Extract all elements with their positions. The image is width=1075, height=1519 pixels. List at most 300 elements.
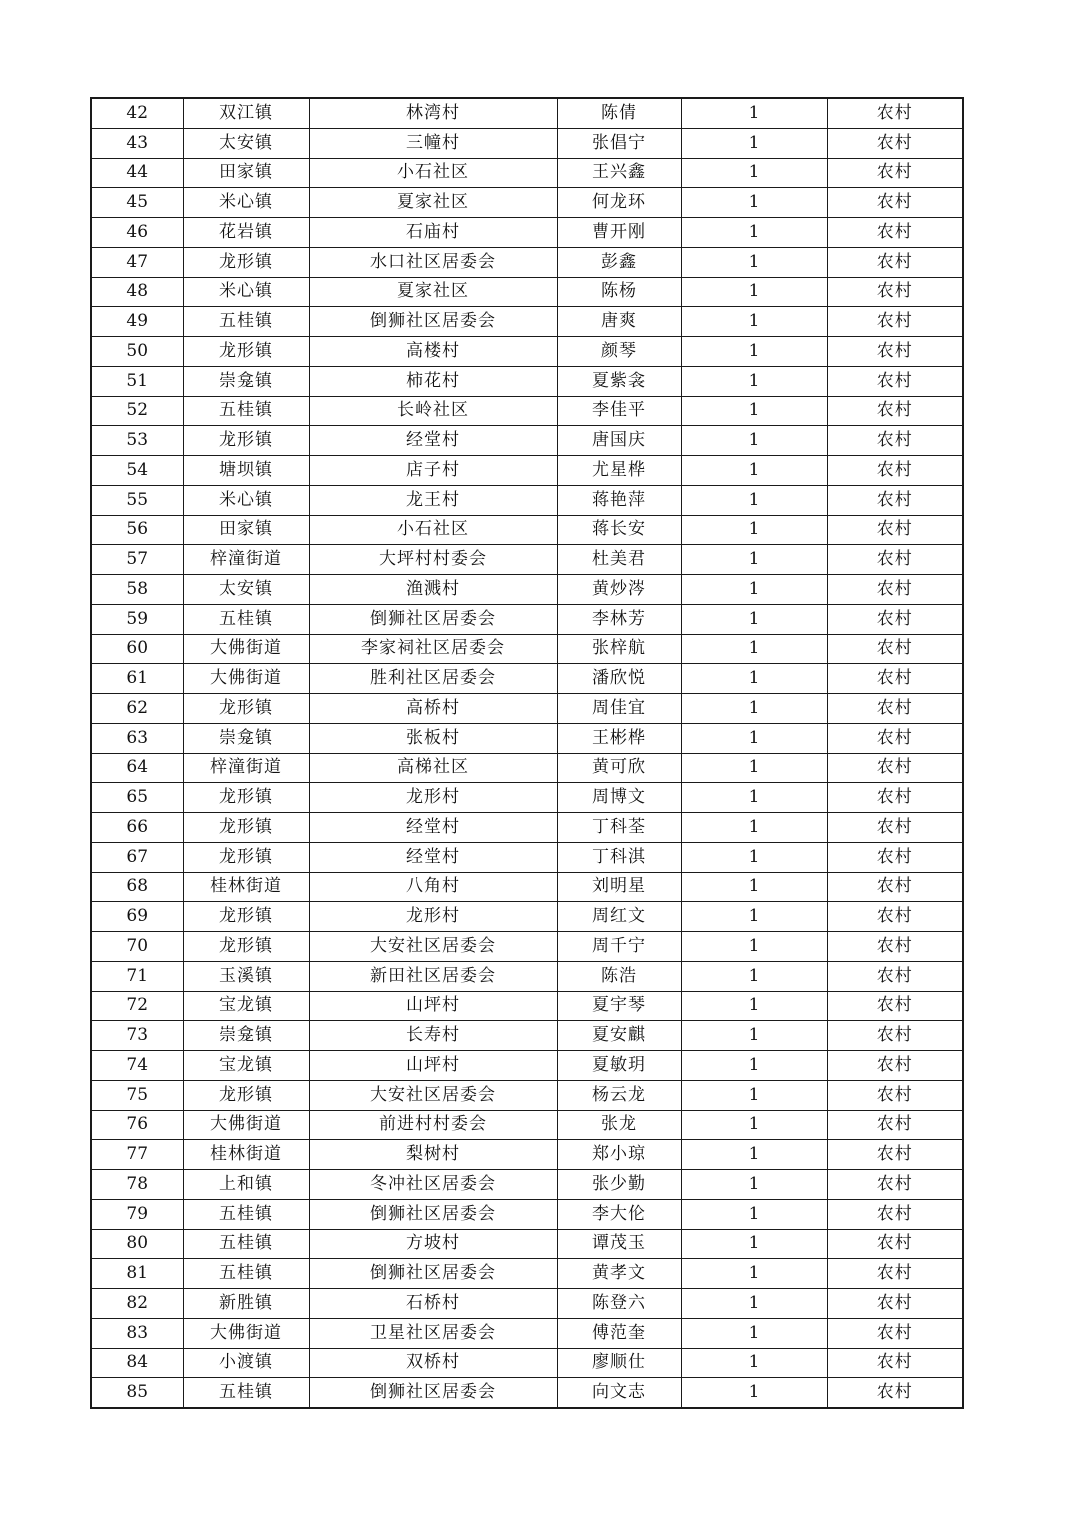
table-row — [91, 753, 963, 783]
count-cell: 1 — [681, 575, 827, 605]
type-cell: 农村 — [827, 1051, 963, 1081]
name-cell: 夏安麒 — [557, 1021, 681, 1051]
table-row — [91, 1170, 963, 1200]
table-row — [91, 485, 963, 515]
name-cell: 唐国庆 — [557, 426, 681, 456]
name-cell: 廖顺仕 — [557, 1348, 681, 1378]
serial-number-cell: 43 — [91, 128, 183, 158]
serial-number-cell: 64 — [91, 753, 183, 783]
name-cell: 何龙环 — [557, 188, 681, 218]
town-cell: 龙形镇 — [183, 247, 309, 277]
type-cell: 农村 — [827, 456, 963, 486]
name-cell: 陈杨 — [557, 277, 681, 307]
table-row — [91, 664, 963, 694]
count-cell: 1 — [681, 753, 827, 783]
type-cell: 农村 — [827, 1259, 963, 1289]
type-cell: 农村 — [827, 545, 963, 575]
town-cell: 梓潼街道 — [183, 545, 309, 575]
town-cell: 米心镇 — [183, 188, 309, 218]
village-cell: 夏家社区 — [309, 277, 557, 307]
name-cell: 张倡宁 — [557, 128, 681, 158]
table-row — [91, 1140, 963, 1170]
town-cell: 双江镇 — [183, 98, 309, 128]
table-row — [91, 188, 963, 218]
type-cell: 农村 — [827, 485, 963, 515]
village-cell: 长寿村 — [309, 1021, 557, 1051]
serial-number-cell: 52 — [91, 396, 183, 426]
serial-number-cell: 71 — [91, 961, 183, 991]
name-cell: 谭茂玉 — [557, 1229, 681, 1259]
table-row — [91, 337, 963, 367]
village-cell: 石庙村 — [309, 218, 557, 248]
type-cell: 农村 — [827, 337, 963, 367]
village-cell: 新田社区居委会 — [309, 961, 557, 991]
table-row — [91, 1229, 963, 1259]
type-cell: 农村 — [827, 98, 963, 128]
town-cell: 五桂镇 — [183, 307, 309, 337]
count-cell: 1 — [681, 1259, 827, 1289]
serial-number-cell: 51 — [91, 366, 183, 396]
town-cell: 龙形镇 — [183, 813, 309, 843]
village-cell: 倒狮社区居委会 — [309, 604, 557, 634]
name-cell: 杨云龙 — [557, 1080, 681, 1110]
type-cell: 农村 — [827, 1080, 963, 1110]
village-cell: 八角村 — [309, 872, 557, 902]
village-cell: 高梯社区 — [309, 753, 557, 783]
serial-number-cell: 42 — [91, 98, 183, 128]
serial-number-cell: 55 — [91, 485, 183, 515]
type-cell: 农村 — [827, 753, 963, 783]
village-cell: 龙形村 — [309, 783, 557, 813]
name-cell: 黄炒涔 — [557, 575, 681, 605]
table-row — [91, 723, 963, 753]
count-cell: 1 — [681, 128, 827, 158]
name-cell: 曹开刚 — [557, 218, 681, 248]
town-cell: 龙形镇 — [183, 783, 309, 813]
table-row — [91, 158, 963, 188]
name-cell: 颜琴 — [557, 337, 681, 367]
serial-number-cell: 61 — [91, 664, 183, 694]
name-cell: 郑小琼 — [557, 1140, 681, 1170]
village-cell: 大安社区居委会 — [309, 1080, 557, 1110]
table-row — [91, 456, 963, 486]
serial-number-cell: 65 — [91, 783, 183, 813]
village-cell: 双桥村 — [309, 1348, 557, 1378]
town-cell: 上和镇 — [183, 1170, 309, 1200]
name-cell: 李林芳 — [557, 604, 681, 634]
town-cell: 崇龛镇 — [183, 366, 309, 396]
count-cell: 1 — [681, 1021, 827, 1051]
serial-number-cell: 75 — [91, 1080, 183, 1110]
serial-number-cell: 81 — [91, 1259, 183, 1289]
town-cell: 太安镇 — [183, 128, 309, 158]
table-row — [91, 604, 963, 634]
table-row — [91, 396, 963, 426]
serial-number-cell: 84 — [91, 1348, 183, 1378]
type-cell: 农村 — [827, 307, 963, 337]
count-cell: 1 — [681, 485, 827, 515]
count-cell: 1 — [681, 1170, 827, 1200]
village-cell: 龙王村 — [309, 485, 557, 515]
table-row — [91, 991, 963, 1021]
table-body — [91, 98, 963, 1408]
serial-number-cell: 54 — [91, 456, 183, 486]
name-cell: 李佳平 — [557, 396, 681, 426]
type-cell: 农村 — [827, 1289, 963, 1319]
town-cell: 龙形镇 — [183, 1080, 309, 1110]
count-cell: 1 — [681, 456, 827, 486]
name-cell: 傅范奎 — [557, 1318, 681, 1348]
type-cell: 农村 — [827, 426, 963, 456]
table-row — [91, 1199, 963, 1229]
count-cell: 1 — [681, 515, 827, 545]
type-cell: 农村 — [827, 1199, 963, 1229]
count-cell: 1 — [681, 426, 827, 456]
type-cell: 农村 — [827, 634, 963, 664]
town-cell: 龙形镇 — [183, 932, 309, 962]
count-cell: 1 — [681, 277, 827, 307]
village-cell: 水口社区居委会 — [309, 247, 557, 277]
town-cell: 塘坝镇 — [183, 456, 309, 486]
count-cell: 1 — [681, 1051, 827, 1081]
town-cell: 龙形镇 — [183, 426, 309, 456]
type-cell: 农村 — [827, 128, 963, 158]
type-cell: 农村 — [827, 247, 963, 277]
table-row — [91, 813, 963, 843]
type-cell: 农村 — [827, 1318, 963, 1348]
type-cell: 农村 — [827, 1229, 963, 1259]
count-cell: 1 — [681, 783, 827, 813]
village-cell: 胜利社区居委会 — [309, 664, 557, 694]
village-cell: 龙形村 — [309, 902, 557, 932]
type-cell: 农村 — [827, 1378, 963, 1408]
count-cell: 1 — [681, 1229, 827, 1259]
name-cell: 黄孝文 — [557, 1259, 681, 1289]
table-row — [91, 128, 963, 158]
type-cell: 农村 — [827, 1348, 963, 1378]
town-cell: 田家镇 — [183, 158, 309, 188]
village-cell: 经堂村 — [309, 842, 557, 872]
table-row — [91, 1348, 963, 1378]
town-cell: 小渡镇 — [183, 1348, 309, 1378]
name-cell: 丁科荃 — [557, 813, 681, 843]
table-row — [91, 366, 963, 396]
town-cell: 五桂镇 — [183, 604, 309, 634]
type-cell: 农村 — [827, 842, 963, 872]
town-cell: 花岩镇 — [183, 218, 309, 248]
village-cell: 梨树村 — [309, 1140, 557, 1170]
village-cell: 山坪村 — [309, 991, 557, 1021]
serial-number-cell: 59 — [91, 604, 183, 634]
town-cell: 大佛街道 — [183, 664, 309, 694]
town-cell: 玉溪镇 — [183, 961, 309, 991]
count-cell: 1 — [681, 1080, 827, 1110]
village-cell: 山坪村 — [309, 1051, 557, 1081]
count-cell: 1 — [681, 1140, 827, 1170]
town-cell: 五桂镇 — [183, 396, 309, 426]
town-cell: 太安镇 — [183, 575, 309, 605]
town-cell: 田家镇 — [183, 515, 309, 545]
serial-number-cell: 67 — [91, 842, 183, 872]
name-cell: 王兴鑫 — [557, 158, 681, 188]
village-cell: 倒狮社区居委会 — [309, 1259, 557, 1289]
serial-number-cell: 47 — [91, 247, 183, 277]
serial-number-cell: 44 — [91, 158, 183, 188]
table-row — [91, 961, 963, 991]
name-cell: 张梓航 — [557, 634, 681, 664]
village-cell: 三幢村 — [309, 128, 557, 158]
village-cell: 大坪村村委会 — [309, 545, 557, 575]
type-cell: 农村 — [827, 1170, 963, 1200]
village-cell: 经堂村 — [309, 426, 557, 456]
table-row — [91, 842, 963, 872]
table-row — [91, 247, 963, 277]
name-cell: 周千宁 — [557, 932, 681, 962]
serial-number-cell: 60 — [91, 634, 183, 664]
serial-number-cell: 62 — [91, 694, 183, 724]
name-cell: 杜美君 — [557, 545, 681, 575]
name-cell: 彭鑫 — [557, 247, 681, 277]
table-row — [91, 783, 963, 813]
serial-number-cell: 69 — [91, 902, 183, 932]
count-cell: 1 — [681, 188, 827, 218]
count-cell: 1 — [681, 307, 827, 337]
serial-number-cell: 49 — [91, 307, 183, 337]
type-cell: 农村 — [827, 813, 963, 843]
village-cell: 李家祠社区居委会 — [309, 634, 557, 664]
serial-number-cell: 46 — [91, 218, 183, 248]
village-cell: 倒狮社区居委会 — [309, 307, 557, 337]
town-cell: 五桂镇 — [183, 1378, 309, 1408]
town-cell: 桂林街道 — [183, 1140, 309, 1170]
village-cell: 林湾村 — [309, 98, 557, 128]
count-cell: 1 — [681, 396, 827, 426]
count-cell: 1 — [681, 247, 827, 277]
table-row — [91, 426, 963, 456]
name-cell: 刘明星 — [557, 872, 681, 902]
count-cell: 1 — [681, 158, 827, 188]
serial-number-cell: 57 — [91, 545, 183, 575]
count-cell: 1 — [681, 932, 827, 962]
serial-number-cell: 50 — [91, 337, 183, 367]
village-cell: 卫星社区居委会 — [309, 1318, 557, 1348]
village-cell: 大安社区居委会 — [309, 932, 557, 962]
type-cell: 农村 — [827, 1110, 963, 1140]
table-row — [91, 1051, 963, 1081]
name-cell: 陈浩 — [557, 961, 681, 991]
serial-number-cell: 78 — [91, 1170, 183, 1200]
name-cell: 夏敏玥 — [557, 1051, 681, 1081]
serial-number-cell: 66 — [91, 813, 183, 843]
serial-number-cell: 56 — [91, 515, 183, 545]
town-cell: 龙形镇 — [183, 842, 309, 872]
town-cell: 五桂镇 — [183, 1259, 309, 1289]
name-cell: 张少勤 — [557, 1170, 681, 1200]
name-cell: 蒋艳萍 — [557, 485, 681, 515]
type-cell: 农村 — [827, 1021, 963, 1051]
type-cell: 农村 — [827, 872, 963, 902]
name-cell: 夏宇琴 — [557, 991, 681, 1021]
count-cell: 1 — [681, 1348, 827, 1378]
type-cell: 农村 — [827, 158, 963, 188]
village-cell: 方坡村 — [309, 1229, 557, 1259]
village-cell: 张板村 — [309, 723, 557, 753]
count-cell: 1 — [681, 664, 827, 694]
table-row — [91, 277, 963, 307]
serial-number-cell: 77 — [91, 1140, 183, 1170]
serial-number-cell: 74 — [91, 1051, 183, 1081]
serial-number-cell: 80 — [91, 1229, 183, 1259]
table-row — [91, 1259, 963, 1289]
village-cell: 柿花村 — [309, 366, 557, 396]
count-cell: 1 — [681, 545, 827, 575]
type-cell: 农村 — [827, 188, 963, 218]
table-row — [91, 1289, 963, 1319]
table-row — [91, 634, 963, 664]
name-cell: 尤星桦 — [557, 456, 681, 486]
table-row — [91, 307, 963, 337]
table-row — [91, 902, 963, 932]
count-cell: 1 — [681, 961, 827, 991]
table-row — [91, 932, 963, 962]
type-cell: 农村 — [827, 575, 963, 605]
town-cell: 宝龙镇 — [183, 1051, 309, 1081]
town-cell: 龙形镇 — [183, 902, 309, 932]
table-row — [91, 545, 963, 575]
count-cell: 1 — [681, 902, 827, 932]
village-cell: 夏家社区 — [309, 188, 557, 218]
type-cell: 农村 — [827, 664, 963, 694]
type-cell: 农村 — [827, 396, 963, 426]
town-cell: 新胜镇 — [183, 1289, 309, 1319]
name-cell: 周红文 — [557, 902, 681, 932]
village-cell: 冬冲社区居委会 — [309, 1170, 557, 1200]
count-cell: 1 — [681, 1378, 827, 1408]
type-cell: 农村 — [827, 783, 963, 813]
count-cell: 1 — [681, 842, 827, 872]
village-cell: 倒狮社区居委会 — [309, 1378, 557, 1408]
village-cell: 长岭社区 — [309, 396, 557, 426]
town-cell: 崇龛镇 — [183, 1021, 309, 1051]
serial-number-cell: 72 — [91, 991, 183, 1021]
name-cell: 陈登六 — [557, 1289, 681, 1319]
town-cell: 米心镇 — [183, 485, 309, 515]
type-cell: 农村 — [827, 723, 963, 753]
name-cell: 唐爽 — [557, 307, 681, 337]
name-cell: 夏紫衾 — [557, 366, 681, 396]
type-cell: 农村 — [827, 694, 963, 724]
town-cell: 大佛街道 — [183, 1110, 309, 1140]
type-cell: 农村 — [827, 1140, 963, 1170]
type-cell: 农村 — [827, 604, 963, 634]
serial-number-cell: 63 — [91, 723, 183, 753]
table-row — [91, 1110, 963, 1140]
serial-number-cell: 82 — [91, 1289, 183, 1319]
count-cell: 1 — [681, 872, 827, 902]
village-cell: 高桥村 — [309, 694, 557, 724]
table-row — [91, 1378, 963, 1408]
town-cell: 五桂镇 — [183, 1229, 309, 1259]
name-cell: 李大伦 — [557, 1199, 681, 1229]
type-cell: 农村 — [827, 218, 963, 248]
table-row — [91, 575, 963, 605]
serial-number-cell: 85 — [91, 1378, 183, 1408]
village-cell: 高楼村 — [309, 337, 557, 367]
serial-number-cell: 79 — [91, 1199, 183, 1229]
count-cell: 1 — [681, 337, 827, 367]
serial-number-cell: 48 — [91, 277, 183, 307]
table-row — [91, 1080, 963, 1110]
town-cell: 崇龛镇 — [183, 723, 309, 753]
village-cell: 倒狮社区居委会 — [309, 1199, 557, 1229]
table-row — [91, 694, 963, 724]
name-cell: 周博文 — [557, 783, 681, 813]
type-cell: 农村 — [827, 277, 963, 307]
town-cell: 桂林街道 — [183, 872, 309, 902]
count-cell: 1 — [681, 98, 827, 128]
type-cell: 农村 — [827, 902, 963, 932]
village-cell: 前进村村委会 — [309, 1110, 557, 1140]
name-cell: 陈倩 — [557, 98, 681, 128]
count-cell: 1 — [681, 1199, 827, 1229]
serial-number-cell: 68 — [91, 872, 183, 902]
village-cell: 小石社区 — [309, 515, 557, 545]
town-cell: 宝龙镇 — [183, 991, 309, 1021]
village-cell: 渔溅村 — [309, 575, 557, 605]
town-cell: 梓潼街道 — [183, 753, 309, 783]
village-cell: 经堂村 — [309, 813, 557, 843]
data-table — [90, 97, 964, 1409]
count-cell: 1 — [681, 1110, 827, 1140]
name-cell: 丁科淇 — [557, 842, 681, 872]
name-cell: 王彬桦 — [557, 723, 681, 753]
town-cell: 五桂镇 — [183, 1199, 309, 1229]
serial-number-cell: 76 — [91, 1110, 183, 1140]
name-cell: 向文志 — [557, 1378, 681, 1408]
town-cell: 龙形镇 — [183, 694, 309, 724]
type-cell: 农村 — [827, 366, 963, 396]
table-row — [91, 98, 963, 128]
count-cell: 1 — [681, 366, 827, 396]
count-cell: 1 — [681, 991, 827, 1021]
town-cell: 龙形镇 — [183, 337, 309, 367]
type-cell: 农村 — [827, 932, 963, 962]
count-cell: 1 — [681, 604, 827, 634]
table-row — [91, 1021, 963, 1051]
count-cell: 1 — [681, 1318, 827, 1348]
table-row — [91, 1318, 963, 1348]
name-cell: 周佳宜 — [557, 694, 681, 724]
village-cell: 小石社区 — [309, 158, 557, 188]
table-row — [91, 218, 963, 248]
count-cell: 1 — [681, 1289, 827, 1319]
table-row — [91, 872, 963, 902]
type-cell: 农村 — [827, 991, 963, 1021]
type-cell: 农村 — [827, 961, 963, 991]
count-cell: 1 — [681, 694, 827, 724]
village-cell: 石桥村 — [309, 1289, 557, 1319]
name-cell: 张龙 — [557, 1110, 681, 1140]
serial-number-cell: 53 — [91, 426, 183, 456]
count-cell: 1 — [681, 634, 827, 664]
town-cell: 米心镇 — [183, 277, 309, 307]
name-cell: 潘欣悦 — [557, 664, 681, 694]
serial-number-cell: 73 — [91, 1021, 183, 1051]
name-cell: 蒋长安 — [557, 515, 681, 545]
table-row — [91, 515, 963, 545]
count-cell: 1 — [681, 813, 827, 843]
serial-number-cell: 45 — [91, 188, 183, 218]
